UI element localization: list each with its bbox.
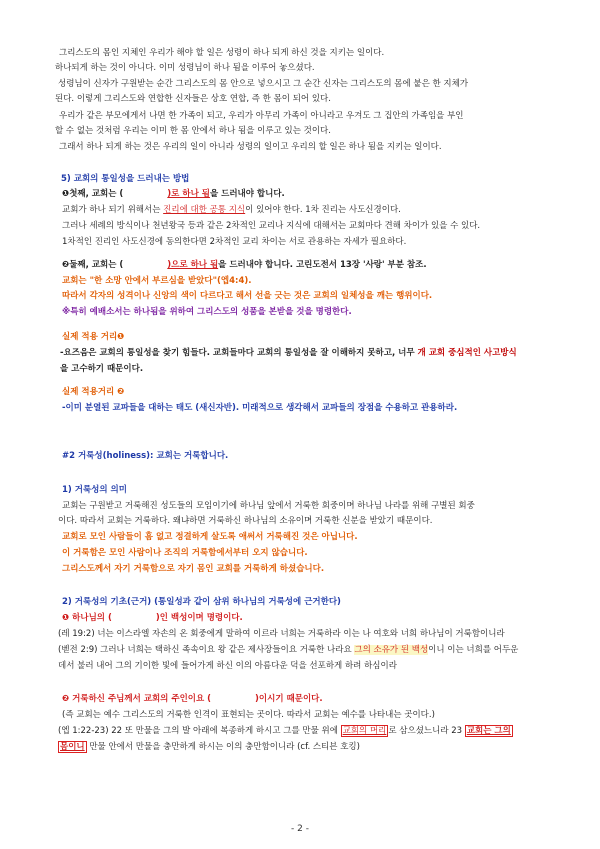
body-text: 그래서 하나 되게 하는 것은 우리의 일이 아니라 성령의 일이고 우리의 할 일은 하나 됨을 지키는 일이다. [59, 142, 442, 152]
highlight-text: 몸이니 [60, 742, 85, 752]
apply-title: 실제 적용거리 ❷ [62, 387, 125, 397]
highlight-text: 진리에 대한 공통 지식 [163, 205, 246, 215]
quote-line: 교회는 "한 소망 안에서 부르심을 받았다"(엡4:4). [62, 276, 252, 286]
point-first-rest: )인 백성이며 명령이다. [155, 613, 243, 623]
highlight-line: 그리스도께서 자기 거룩함으로 자기 몸인 교회를 거룩하게 하셨습니다. [62, 564, 325, 574]
quote-line: 따라서 각자의 성격이나 신앙의 색이 다르다고 해서 선을 긋는 것은 교회의 일체성을 깨는 행위이다. [62, 291, 433, 301]
body-text: 하나되게 하는 것이 아니다. 이미 성령님이 하나 됨을 이루어 놓으셨다. [55, 63, 315, 73]
text-span: -요즈음은 교회의 통일성을 찾기 힘들다. 교회들마다 교회의 통일성을 잘 이해하지 못하고, 너무 [60, 348, 418, 358]
body-text: 교회는 구원받고 거룩해진 성도들의 모임이기에 하나님 앞에서 거룩한 회중이며 하나님 나라를 위해 구별된 회중 [62, 501, 475, 511]
verse-line: 데서 불러 내어 그의 기이한 빛에 들어가게 하신 이의 아름다운 덕을 선포하게 하려 하심이라 [58, 661, 397, 671]
highlight-text: 개 교회 중심적인 사고방식 [417, 348, 517, 358]
body-text: 우리가 같은 부모에게서 나면 한 가족이 되고, 우리가 아무리 가족이 아니라고 우겨도 그 집안의 가족임을 부인 [59, 111, 464, 121]
body-text: 1차적인 진리인 사도신경에 동의한다면 2차적인 교리 차이는 서로 관용하는 자세가 필요하다. [62, 237, 407, 247]
point-second-rest: 을 드러내야 합니다. 고린도전서 13장 '사랑' 부분 참조. [218, 260, 427, 270]
apply-text: -이미 분열된 교파들을 대하는 태도 (새신자반). 미래적으로 생각해서 교파들의 장점을 수용하고 관용하라. [62, 403, 458, 413]
text-span: 이니 이는 너희를 어두운 [428, 645, 519, 655]
verse-line [0, 725, 600, 738]
point-second-label: ❷둘째, 교회는 ( [62, 260, 124, 270]
body-text: 할 수 없는 것처럼 우리는 이미 한 몸 안에서 하나 됨을 이루고 있는 것이다. [55, 126, 331, 136]
body-text: (즉 교회는 예수 그리스도의 거룩한 인격이 표현되는 곳이다. 따라서 교회는 예수를 나타내는 곳이다.) [62, 710, 435, 720]
highlight-line: 이 거룩함은 모인 사람이나 조직의 거룩함에서부터 오지 않습니다. [62, 548, 308, 558]
highlight-text: 교회는 그의 [466, 726, 511, 736]
point-second-rest: )이시기 때문이다. [255, 694, 323, 704]
point-second-answer: )으로 하나 됨 [167, 260, 219, 270]
text-span: 이 있어야 한다. 1차 진리는 사도신경이다. [245, 205, 401, 215]
point-first [0, 612, 600, 625]
subsection-heading: 2) 거룩성의 기초(근거) (통일성과 같이 삼위 하나님의 거룩성에 근거한다) [62, 597, 341, 607]
verse-line [0, 644, 600, 657]
body-text [0, 204, 600, 217]
subsection-heading: 1) 거룩성의 의미 [62, 485, 127, 495]
highlight-text: 교회의 머리 [342, 726, 387, 736]
text-span: 만물 안에서 만물을 충만하게 하시는 이의 충만함이니라 (cf. 스티븐 호킹) [86, 742, 360, 752]
highlight-text: 그의 소유가 된 백성 [354, 645, 429, 655]
body-text: 성령님이 신자가 구원받는 순간 그리스도의 몸 안으로 넣으시고 그 순간 신자는 그리스도의 몸에 붙은 한 지체가 [58, 79, 469, 89]
body-text: 된다. 이렇게 그리스도와 연합한 신자들은 상호 연합, 즉 한 몸이 되어 있다. [55, 94, 331, 104]
apply-text [0, 347, 600, 360]
point-first-answer: )로 하나 됨 [167, 189, 210, 199]
section-heading: 5) 교회의 통일성을 드러내는 방법 [61, 174, 190, 184]
body-text: 그러나 세례의 방식이나 천년왕국 등과 같은 2차적인 교리나 지식에 대해서는 교회마다 견해 차이가 있을 수 있다. [62, 221, 481, 231]
verse-line: (레 19:2) 너는 이스라엘 자손의 온 회중에게 말하여 이르라 너희는 거룩하라 이는 나 여호와 너희 하나님이 거룩함이니라 [58, 629, 505, 639]
section-heading: #2 거룩성(holiness): 교회는 거룩합니다. [62, 451, 229, 461]
point-second [0, 693, 600, 706]
apply-text: 을 고수하기 때문이다. [60, 364, 144, 374]
text-span: (벧전 2:9) 그러나 너희는 택하신 족속이요 왕 같은 제사장들이요 거룩한 나라요 [58, 645, 355, 655]
text-span: 교회가 하나 되기 위해서는 [62, 205, 164, 215]
apply-title: 실제 적용 거리❶ [62, 332, 125, 342]
point-first-label: ❶ 하나님의 ( [62, 613, 112, 623]
text-span: 로 삼으셨느니라 23 [388, 726, 465, 736]
point-first-label: ❶첫째, 교회는 ( [62, 189, 124, 199]
note-line: ※특히 예배소서는 하나됨을 위하여 그리스도의 성품을 본받을 것을 명령한다. [62, 307, 352, 317]
highlight-line: 교회로 모인 사람들이 흠 없고 정결하게 살도록 애써서 거룩해진 것은 아닙니다. [62, 532, 358, 542]
verse-line [0, 741, 600, 754]
body-text: 그리스도의 몸인 지체인 우리가 해야 할 일은 성령이 하나 되게 하신 것을 지키는 일이다. [59, 48, 385, 58]
point-first-rest: 을 드러내야 합니다. [209, 189, 285, 199]
page-number: - 2 - [291, 824, 309, 834]
text-span: (엡 1:22-23) 22 또 만물을 그의 발 아래에 복종하게 하시고 그를 만물 위에 [58, 726, 341, 736]
point-second [0, 259, 600, 272]
body-text: 이다. 따라서 교회는 거룩하다. 왜냐하면 거룩하신 하나님의 소유이며 거룩한 신분을 받았기 때문이다. [58, 516, 433, 526]
point-first [0, 188, 600, 201]
point-second-label: ❷ 거룩하신 주님께서 교회의 주인이요 ( [62, 694, 212, 704]
